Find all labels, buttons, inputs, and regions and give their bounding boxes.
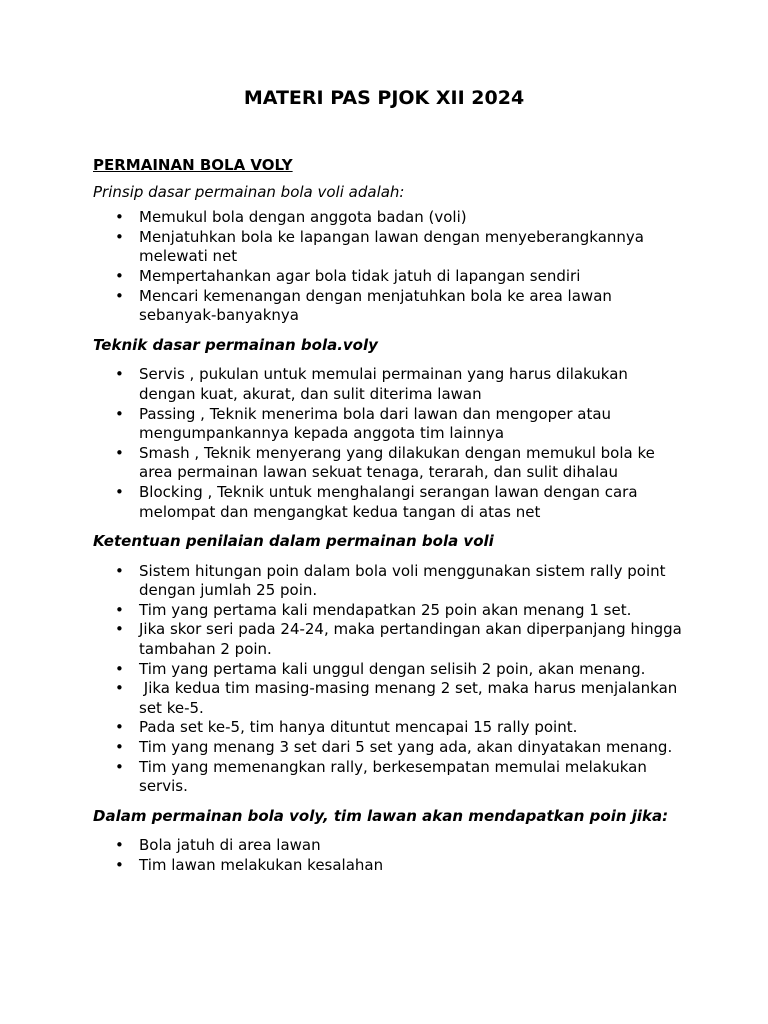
list-item-text: Blocking , Teknik untuk menghalangi serangan lawan dengan cara melompat dan mengangkat kedua tangan di atas net xyxy=(139,482,638,521)
list-item-text: Menjatuhkan bola ke lapangan lawan dengan menyeberangkannya melewati net xyxy=(139,227,644,266)
list-item-text: Mencari kemenangan dengan menjatuhkan bola ke area lawan sebanyak-banyaknya xyxy=(139,286,612,325)
list-item xyxy=(93,601,683,621)
list-item xyxy=(93,267,683,287)
points-conditions-list xyxy=(93,836,683,875)
bullet-icon: • xyxy=(115,443,124,462)
points-heading: Dalam permainan bola voly, tim lawan akan mendapatkan poin jika: xyxy=(93,806,669,825)
list-item-text: Tim yang menang 3 set dari 5 set yang ada, akan dinyatakan menang. xyxy=(139,738,673,757)
list-item-text: Pada set ke-5, tim hanya dituntut mencapai 15 rally point. xyxy=(139,718,578,737)
list-item-text: Memukul bola dengan anggota badan (voli) xyxy=(139,208,467,227)
bullet-icon: • xyxy=(115,659,124,678)
list-item-text: Jika skor seri pada 24-24, maka pertandingan akan diperpanjang hingga tambahan 2 poin. xyxy=(139,620,682,659)
list-item-text: Mempertahankan agar bola tidak jatuh di lapangan sendiri xyxy=(139,266,581,285)
bullet-icon: • xyxy=(115,600,124,619)
bullet-icon: • xyxy=(115,561,124,580)
bullet-icon: • xyxy=(115,718,124,737)
bullet-icon: • xyxy=(115,757,124,776)
document-content xyxy=(93,156,683,886)
list-item xyxy=(93,287,683,326)
bullet-icon: • xyxy=(115,208,124,227)
list-item-text: Sistem hitungan poin dalam bola voli menggunakan sistem rally point dengan jumlah 25 poin. xyxy=(139,561,666,600)
list-item-text: Tim lawan melakukan kesalahan xyxy=(139,856,384,874)
list-item xyxy=(93,444,683,483)
bullet-icon: • xyxy=(115,679,124,698)
scoring-rules-list xyxy=(93,562,683,797)
list-item-text: Passing , Teknik menerima bola dari lawan dan mengoper atau mengumpankannya kepada anggota tim lainnya xyxy=(139,404,612,443)
principles-intro: Prinsip dasar permainan bola voli adalah: xyxy=(93,182,405,201)
list-item xyxy=(93,679,683,718)
bullet-icon: • xyxy=(115,266,124,285)
bullet-icon: • xyxy=(115,365,124,384)
list-item xyxy=(93,208,683,228)
bullet-icon: • xyxy=(115,227,124,246)
list-item xyxy=(93,856,683,876)
scoring-heading: Ketentuan penilaian dalam permainan bola voli xyxy=(93,532,494,551)
principles-list xyxy=(93,208,683,326)
list-item xyxy=(93,660,683,680)
bullet-icon: • xyxy=(115,836,124,855)
list-item xyxy=(93,483,683,522)
list-item xyxy=(93,620,683,659)
document-title: MATERI PAS PJOK XII 2024 xyxy=(243,87,525,109)
list-item-text: Tim yang pertama kali mendapatkan 25 poin akan menang 1 set. xyxy=(139,600,632,619)
list-item xyxy=(93,836,683,856)
list-item xyxy=(93,562,683,601)
list-item-text: Bola jatuh di area lawan xyxy=(139,836,321,855)
section-heading-volleyball: PERMAINAN BOLA VOLY xyxy=(93,156,293,174)
bullet-icon: • xyxy=(115,482,124,501)
bullet-icon: • xyxy=(115,856,124,874)
list-item xyxy=(93,228,683,267)
list-item xyxy=(93,365,683,404)
bullet-icon: • xyxy=(115,620,124,639)
list-item-text: Tim yang memenangkan rally, berkesempatan memulai melakukan servis. xyxy=(139,757,647,796)
list-item-text: Jika kedua tim masing-masing menang 2 set, maka harus menjalankan set ke-5. xyxy=(139,679,683,717)
techniques-list xyxy=(93,365,683,522)
list-item-text: Tim yang pertama kali unggul dengan selisih 2 poin, akan menang. xyxy=(139,659,646,678)
bullet-icon: • xyxy=(115,404,124,423)
list-item xyxy=(93,718,683,738)
techniques-heading: Teknik dasar permainan bola.voly xyxy=(93,335,378,354)
list-item-text: Servis , pukulan untuk memulai permainan yang harus dilakukan dengan kuat, akurat, dan sulit diterima lawan xyxy=(139,365,628,403)
list-item-text: Smash , Teknik menyerang yang dilakukan dengan memukul bola ke area permainan lawan sekuat tenaga, terarah, dan sulit dihalau xyxy=(139,443,655,482)
list-item xyxy=(93,405,683,444)
list-item xyxy=(93,738,683,758)
list-item xyxy=(93,758,683,797)
bullet-icon: • xyxy=(115,738,124,757)
bullet-icon: • xyxy=(115,286,124,305)
